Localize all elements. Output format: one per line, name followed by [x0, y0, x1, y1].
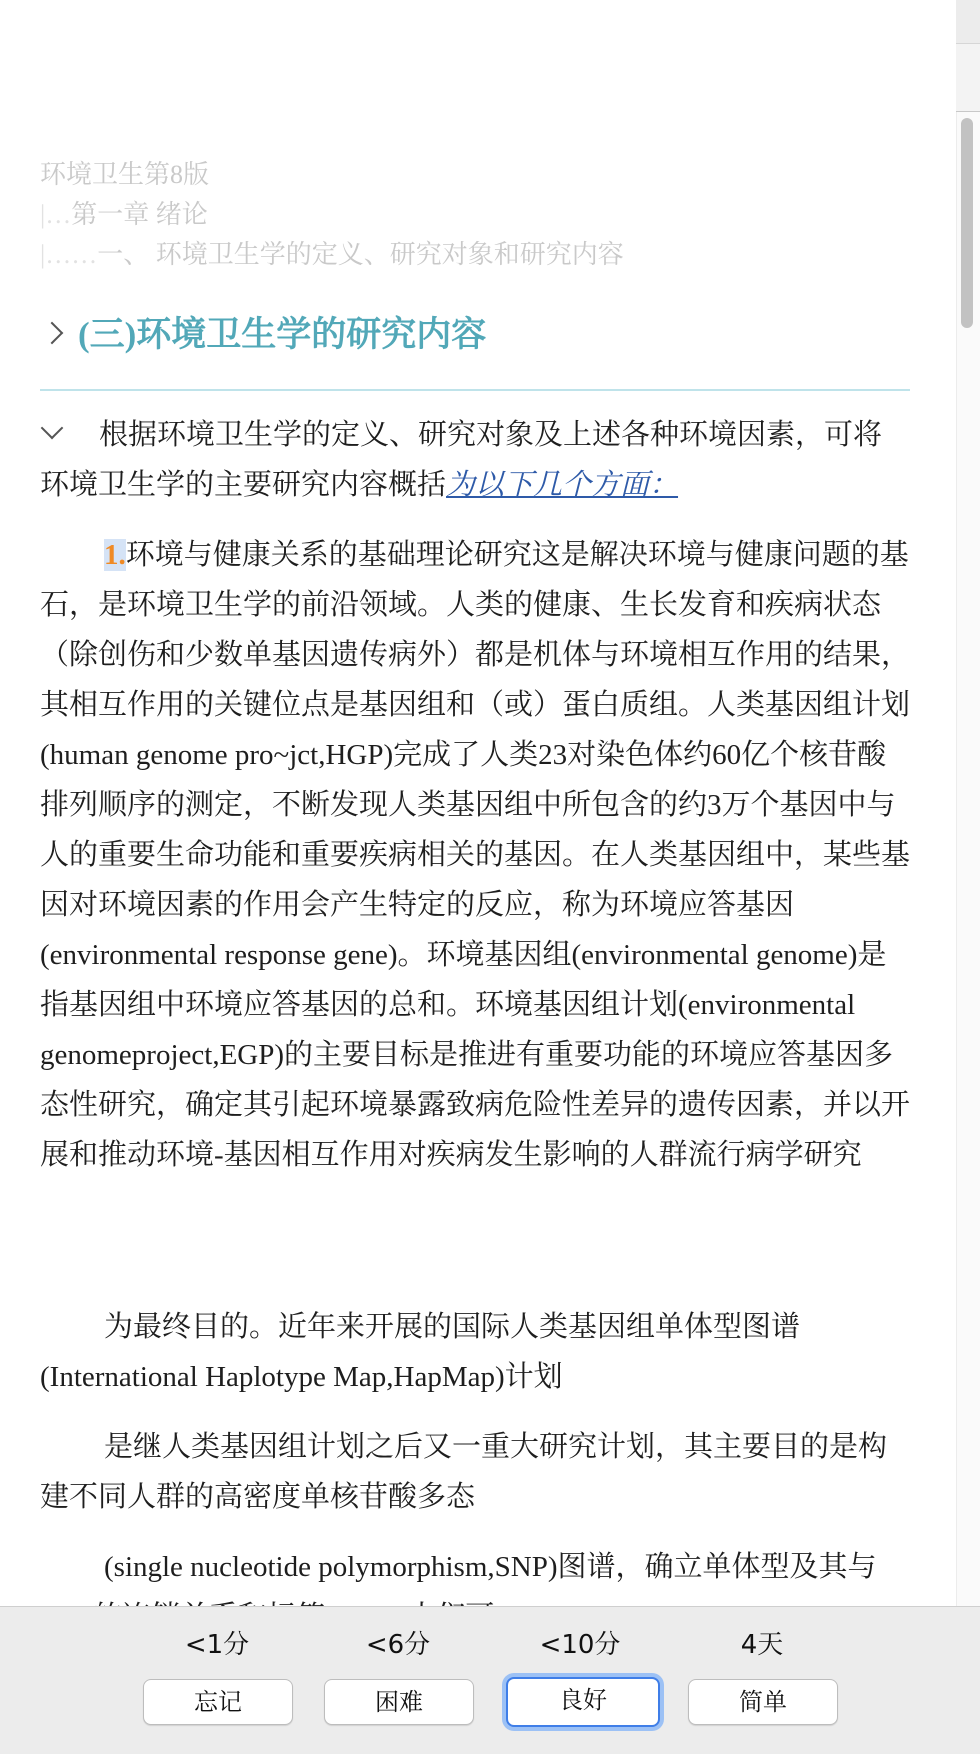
hard-button[interactable]: 困难 — [324, 1679, 474, 1725]
list-number: 1. — [104, 539, 126, 571]
interval-good: <10分 — [539, 1630, 621, 1660]
paragraph-3: 是继人类基因组计划之后又一重大研究计划，其主要目的是构建不同人群的高密度单核苷酸多态 — [40, 1431, 888, 1513]
divider — [40, 389, 910, 391]
scrollbar-track[interactable] — [956, 112, 980, 1606]
good-button[interactable]: 良好 — [506, 1677, 660, 1727]
scrollbar-thumb[interactable] — [961, 118, 973, 328]
again-button[interactable]: 忘记 — [143, 1679, 293, 1725]
breadcrumb-indent: |…… — [40, 240, 98, 269]
paragraph-1-text: 环境与健康关系的基础理论研究这是解决环境与健康问题的基石，是环境卫生学的前沿领域。人类的健康、生长发育和疾病状态（除创伤和少数单基因遗传病外）都是机体与环境相互作用的结果，其相互作用的关键位点是基因组和（或）蛋白质组。人类基因组计划(human genome pro~jct,HGP)完成了人类23对染色体约60亿个核苷酸排列顺序的测定，不断发现人类基因组中所包含的约3万个基因中与人的重要生命功能和重要疾病相关的基因。在人类基因组中，某些基因对环境因素的作用会产生特定的反应，称为环境应答基因(environmental response gene)。环境基因组(environmental genome)是指基因组中环境应答基因的总和。环境基因组计划(environmental genomeproject,EGP)的主要目标是推进有重要功能的环境应答基因多态性研究，确定其引起环境暴露致病危险性差异的遗传因素，并以开展和推动环境-基因相互作用对疾病发生影响的人群流行病学研究 — [40, 539, 911, 1171]
intro-paragraph — [40, 410, 910, 510]
breadcrumb-level-1: 环境卫生第8版 — [40, 160, 210, 189]
chevron-right-icon[interactable] — [41, 322, 64, 345]
interval-again: <1分 — [184, 1630, 250, 1660]
intro-text: 根据环境卫生学的定义、研究对象及上述各种环境因素，可将环境卫生学的主要研究内容概括 — [40, 419, 883, 501]
breadcrumb-level-2-text: 第一章 绪论 — [71, 200, 208, 229]
paragraph-1 — [40, 530, 910, 1180]
easy-button[interactable]: 简单 — [688, 1679, 838, 1725]
section-title: (三)环境卫生学的研究内容 — [78, 315, 487, 354]
breadcrumb-level-3 — [40, 234, 624, 271]
breadcrumb-indent: |… — [40, 200, 72, 229]
paragraph-2: 为最终目的。近年来开展的国际人类基因组单体型图谱(International Haplotype Map,HapMap)计划 — [40, 1311, 801, 1393]
interval-hard: <6分 — [365, 1630, 431, 1660]
intro-link[interactable]: 为以下几个方面： — [446, 469, 679, 501]
paragraph-4: (single nucleotide polymorphism,SNP)图谱，确立单体型及其与 — [104, 1551, 877, 1583]
interval-easy: 4天 — [740, 1630, 784, 1660]
breadcrumb-level-3-text: 一、 环境卫生学的定义、研究对象和研究内容 — [97, 240, 624, 269]
breadcrumb-level-2 — [40, 194, 208, 231]
